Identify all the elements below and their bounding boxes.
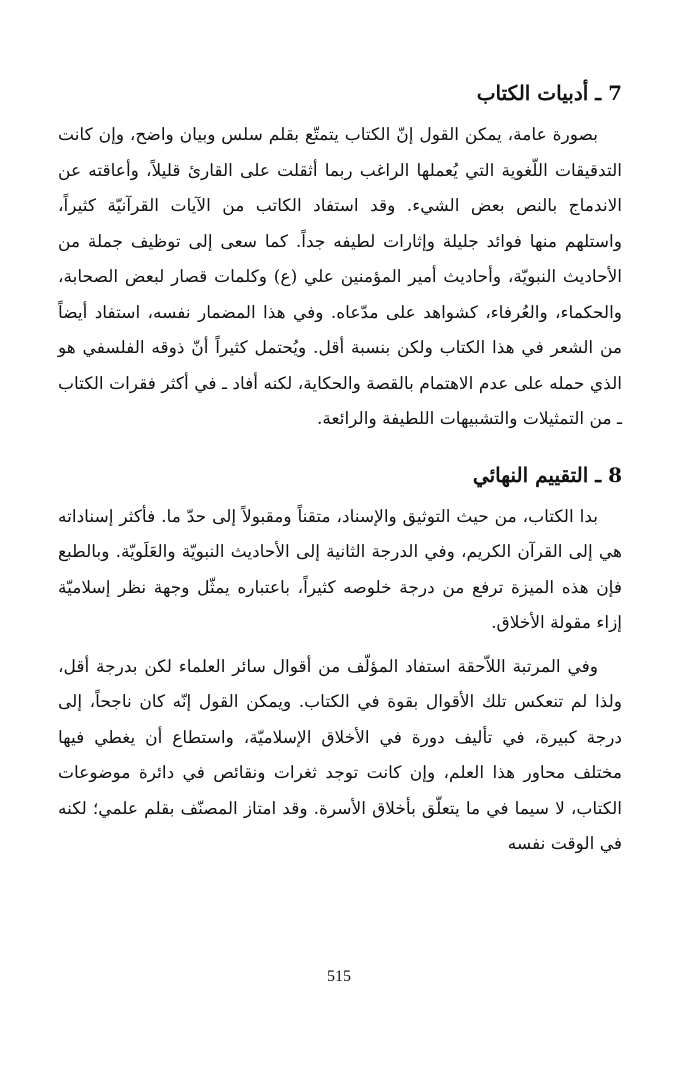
- section-heading: 8 ـ التقييم النهائي: [472, 462, 622, 487]
- paragraph: بدا الكتاب، من حيث التوثيق والإسناد، متقناً ومقبولاً إلى حدّ ما. فأكثر إسناداته هي إلى القرآن الكريم، وفي الدرجة الثانية إلى الأحاديث النبويّة والعَلَويّة. وبالطبع فإن هذه الميزة ترفع من درجة خلوصه كثيراً، باعتباره يمثّل وجهة نظر إسلاميّة إزاء مقولة الأخلاق.: [58, 506, 622, 633]
- section-literary: [58, 78, 622, 438]
- section-heading: 7 ـ أدبيات الكتاب: [476, 81, 622, 105]
- section-final-evaluation: [58, 460, 622, 863]
- paragraph: وفي المرتبة اللاّحقة استفاد المؤلّف من أقوال سائر العلماء لكن بدرجة أقل، ولذا لم تنعكس تلك الأقوال بقوة في الكتاب. ويمكن القول إنّه كان ناجحاً، إلى درجة كبيرة، في تأليف دورة في الأخلاق الإسلاميّة، واستطاع أن يغطي فيها مختلف محاور هذا العلم، وإن كانت توجد ثغرات ونقائص في دائرة موضوعات الكتاب، لا سيما في ما يتعلّق بأخلاق الأسرة. وقد امتاز المصنّف بقلم علمي؛ لكنه في الوقت نفسه: [58, 656, 622, 854]
- paragraph: بصورة عامة، يمكن القول إنّ الكتاب يتمتّع بقلم سلس وبيان واضح، وإن كانت التدقيقات اللّغوية التي يُعملها الراغب ربما أثقلت على القارئ قليلاً، وأعاقته عن الاندماج بالنص بعض الشيء. وقد استفاد الكاتب من الآيات القرآنيّة كثيراً، واستلهم منها فوائد جليلة وإثارات لطيفه جداً. كما سعى إلى توظيف جملة من الأحاديث النبويّة، وأحاديث أمير المؤمنين علي (ع) وكلمات قصار لبعض الصحابة، والحكماء، والعُرفاء، كشواهد على مدّعاه. وفي هذا المضمار نفسه، استفاد أيضاً من الشعر في هذا الكتاب ولكن بنسبة أقل. ويُحتمل كثيراً أنّ ذوقه الفلسفي هو الذي حمله على عدم الاهتمام بالقصة والحكاية، لكنه أفاد ـ في أكثر فقرات الكتاب ـ من التمثيلات والتشبيهات اللطيفة والرائعة.: [58, 125, 622, 429]
- page-body: [58, 70, 622, 863]
- page-number: 515: [327, 968, 351, 985]
